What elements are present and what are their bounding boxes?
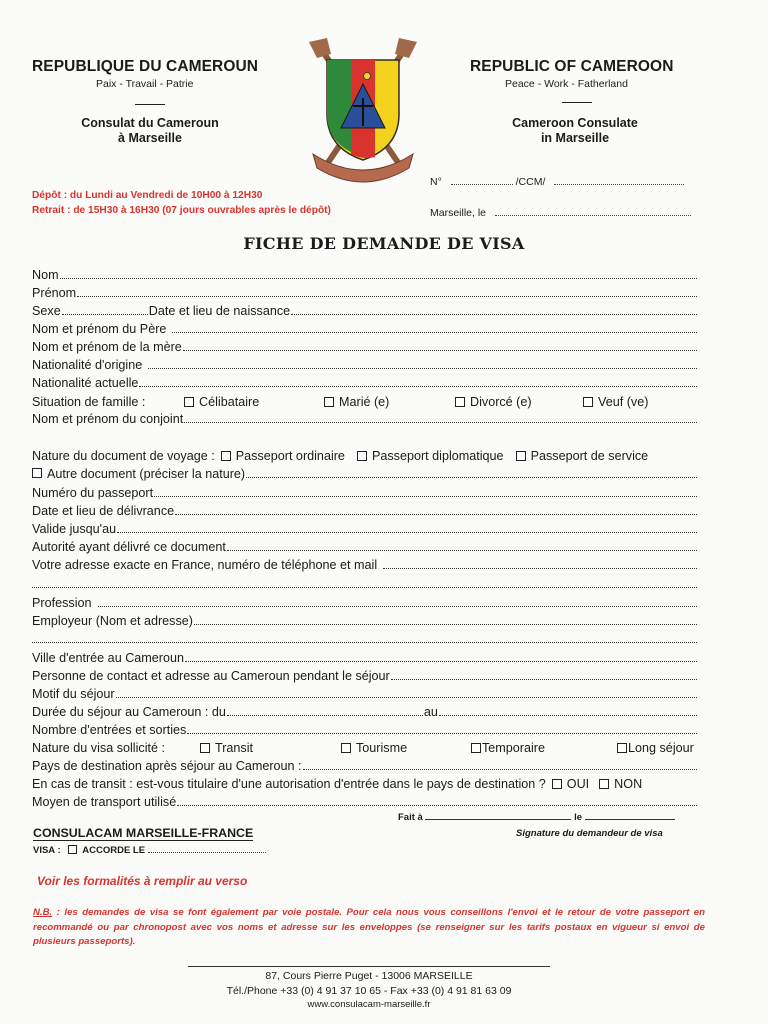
checkbox-icon[interactable] <box>357 451 367 461</box>
checkbox-tourisme[interactable] <box>341 741 471 755</box>
option-label: Passeport de service <box>530 449 649 463</box>
fill-line[interactable] <box>187 721 697 734</box>
country-name-en: REPUBLIC OF CAMEROON <box>470 58 674 75</box>
place-date[interactable] <box>430 205 691 219</box>
checkbox-veuf[interactable] <box>583 395 648 409</box>
field-label: Motif du séjour <box>32 687 115 701</box>
option-label: Temporaire <box>482 741 545 755</box>
option-label: Long séjour <box>628 741 694 755</box>
date-line[interactable] <box>585 810 675 820</box>
fill-line[interactable] <box>227 538 697 551</box>
field-address[interactable] <box>32 554 698 572</box>
field-other-document[interactable] <box>32 463 698 481</box>
fill-line[interactable] <box>184 410 697 423</box>
fill-line[interactable] <box>32 575 697 588</box>
motto-en: Peace - Work - Fatherland <box>505 78 628 90</box>
footer-website[interactable]: www.consulacam-marseille.fr <box>307 999 431 1010</box>
deposit-hours: Dépôt : du Lundi au Vendredi de 10H00 à 12H30 <box>32 190 263 201</box>
field-label: Numéro du passeport <box>32 486 154 500</box>
fill-line[interactable] <box>116 685 697 698</box>
field-nationality-origin[interactable] <box>32 354 698 372</box>
field-label: Nature du document de voyage : <box>32 449 215 463</box>
option-label: Passeport diplomatique <box>371 449 504 463</box>
fill-line[interactable] <box>60 266 697 279</box>
checkbox-transit[interactable] <box>200 741 341 755</box>
checkbox-yes[interactable] <box>552 777 589 791</box>
field-label: Autre document (préciser la nature) <box>47 467 246 481</box>
field-spouse[interactable] <box>32 408 698 426</box>
footer-divider <box>188 966 550 967</box>
nb-label: N.B. <box>33 907 53 918</box>
field-label: Moyen de transport utilisé <box>32 795 177 809</box>
checkbox-icon[interactable] <box>617 743 627 753</box>
option-label: Célibataire <box>199 395 260 409</box>
done-at-line[interactable] <box>425 810 571 820</box>
option-label: NON <box>614 777 643 791</box>
field-label: En cas de transit : est-vous titulaire d'une autorisation d'entrée dans le pays de destination ? <box>32 777 546 791</box>
checkbox-icon[interactable] <box>341 743 351 753</box>
field-label: Nom et prénom du conjoint <box>32 412 184 426</box>
field-label: Votre adresse exacte en France, numéro de téléphone et mail <box>32 558 378 572</box>
form-title: FICHE DE DEMANDE DE VISA <box>243 234 525 253</box>
field-label: Nationalité d'origine <box>32 358 143 372</box>
fill-line[interactable] <box>383 556 697 569</box>
field-passport-number[interactable] <box>32 482 698 500</box>
signature-caption: Signature du demandeur de visa <box>516 828 663 839</box>
field-family-status <box>32 391 698 409</box>
place-date-label: Marseille, le <box>430 207 487 219</box>
field-document-nature <box>32 445 698 463</box>
granted-date-line[interactable] <box>148 844 266 853</box>
field-authority[interactable] <box>32 536 698 554</box>
checkbox-no[interactable] <box>599 777 642 791</box>
on-label: le <box>574 812 583 823</box>
field-label: Nombre d'entrées et sorties <box>32 723 187 737</box>
checkbox-icon[interactable] <box>455 397 465 407</box>
field-label: Nom et prénom de la mère <box>32 340 182 354</box>
pickup-hours: Retrait : de 15H30 à 16H30 (07 jours ouvrables après le dépôt) <box>32 205 331 216</box>
checkbox-passport-ordinary[interactable] <box>221 449 345 463</box>
visa-granted <box>33 844 266 856</box>
checkbox-celibataire[interactable] <box>184 395 324 409</box>
field-entries[interactable] <box>32 719 698 737</box>
field-valid-until[interactable] <box>32 518 698 536</box>
country-name-fr: REPUBLIQUE DU CAMEROUN <box>32 58 259 75</box>
consulate-name-en-line1: Cameroon Consulate <box>512 116 638 130</box>
checkbox-passport-service[interactable] <box>516 449 649 463</box>
checkbox-icon[interactable] <box>516 451 526 461</box>
footer-phone: Tél./Phone +33 (0) 4 91 37 10 65 - Fax +33 (0) 4 91 81 63 09 <box>226 985 512 997</box>
fill-line-to[interactable] <box>439 703 697 716</box>
option-label: OUI <box>566 777 590 791</box>
field-father[interactable] <box>32 318 698 336</box>
option-label: Divorcé (e) <box>470 395 532 409</box>
field-employer-continued[interactable] <box>32 628 698 646</box>
field-duration[interactable] <box>32 701 698 719</box>
field-prenom[interactable] <box>32 282 698 300</box>
fill-line[interactable] <box>139 374 697 387</box>
field-visa-nature <box>32 737 698 755</box>
fill-line[interactable] <box>175 502 697 515</box>
field-label: au <box>423 705 438 719</box>
fill-line[interactable] <box>62 302 148 315</box>
fill-line[interactable] <box>32 630 697 643</box>
field-label: Nom et prénom du Père <box>32 322 167 336</box>
nb-note <box>33 906 705 950</box>
field-employer[interactable] <box>32 610 698 628</box>
fill-line[interactable] <box>391 667 697 680</box>
field-label: Personne de contact et adresse au Cameroun pendant le séjour <box>32 669 390 683</box>
option-label: Veuf (ve) <box>598 395 649 409</box>
office-heading: CONSULACAM MARSEILLE-FRANCE <box>33 826 254 840</box>
field-label: Durée du séjour au Cameroun : du <box>32 705 226 719</box>
option-label: Passeport ordinaire <box>235 449 345 463</box>
field-label: Valide jusqu'au <box>32 522 117 536</box>
fill-line[interactable] <box>172 320 697 333</box>
fill-line[interactable] <box>303 757 697 770</box>
checkbox-icon[interactable] <box>552 779 562 789</box>
field-label: Pays de destination après séjour au Cameroun : <box>32 759 302 773</box>
fill-line-from[interactable] <box>227 703 423 716</box>
done-at-label: Fait à <box>398 812 423 823</box>
checkbox-temporaire[interactable] <box>471 741 617 755</box>
fill-line[interactable] <box>183 338 697 351</box>
signature-place-date[interactable] <box>398 810 675 823</box>
field-entry-city[interactable] <box>32 647 698 665</box>
fill-line[interactable] <box>148 356 697 369</box>
field-label: Date et lieu de délivrance <box>32 504 175 518</box>
field-transport[interactable] <box>32 791 698 809</box>
reference-number-label: N° <box>430 176 442 188</box>
field-address-continued[interactable] <box>32 573 698 591</box>
header-divider-right <box>562 102 592 103</box>
option-label: Transit <box>215 741 254 755</box>
fill-line[interactable] <box>77 284 697 297</box>
checkbox-icon[interactable] <box>68 845 77 854</box>
field-label: Prénom <box>32 286 77 300</box>
field-destination[interactable] <box>32 755 698 773</box>
field-label: Nature du visa sollicité : <box>32 741 165 755</box>
consulate-name-fr-line1: Consulat du Cameroun <box>81 116 219 130</box>
field-label: Ville d'entrée au Cameroun <box>32 651 184 665</box>
consulate-name-fr-line2: à Marseille <box>118 131 182 145</box>
field-label: Nom <box>32 268 59 282</box>
field-label: Situation de famille : <box>32 395 146 409</box>
header-divider-left <box>135 104 165 105</box>
option-label: Marié (e) <box>339 395 390 409</box>
checkbox-icon[interactable] <box>200 743 210 753</box>
checkbox-icon[interactable] <box>583 397 593 407</box>
field-issue-date-place[interactable] <box>32 500 698 518</box>
field-nom[interactable] <box>32 264 698 282</box>
consulate-name-en-line2: in Marseille <box>540 131 610 145</box>
footer-address: 87, Cours Pierre Puget - 13006 MARSEILLE <box>265 970 473 982</box>
checkbox-marie[interactable] <box>324 395 455 409</box>
checkbox-icon[interactable] <box>324 397 334 407</box>
checkbox-passport-diplomatic[interactable] <box>357 449 504 463</box>
checkbox-icon[interactable] <box>32 468 42 478</box>
motto-fr: Paix - Travail - Patrie <box>96 78 194 90</box>
reference-number-blank[interactable] <box>451 174 513 185</box>
coat-of-arms-icon <box>305 36 421 184</box>
granted-label: ACCORDE LE <box>82 845 146 856</box>
field-sexe-birth[interactable] <box>32 300 698 318</box>
field-label: Autorité ayant délivré ce document <box>32 540 226 554</box>
checkbox-icon[interactable] <box>184 397 194 407</box>
reference-year-blank[interactable] <box>554 174 684 185</box>
checkbox-divorce[interactable] <box>455 395 583 409</box>
checkbox-long-sejour[interactable] <box>617 741 694 755</box>
field-label: Nationalité actuelle <box>32 376 139 390</box>
see-back-note: Voir les formalités à remplir au verso <box>37 874 248 888</box>
fill-line[interactable] <box>291 302 697 315</box>
checkbox-icon[interactable] <box>471 743 481 753</box>
checkbox-icon[interactable] <box>599 779 609 789</box>
reference-number-suffix: /CCM/ <box>515 176 546 188</box>
consulate-name-en <box>485 116 665 146</box>
fill-line[interactable] <box>154 484 697 497</box>
fill-line[interactable] <box>246 465 697 478</box>
field-label: Date et lieu de naissance <box>148 304 291 318</box>
field-label: Profession <box>32 596 92 610</box>
checkbox-icon[interactable] <box>221 451 231 461</box>
field-label: Employeur (Nom et adresse) <box>32 614 193 628</box>
reference-number[interactable] <box>430 174 684 188</box>
fill-line[interactable] <box>98 594 697 607</box>
field-nationality-current[interactable] <box>32 372 698 390</box>
field-mother[interactable] <box>32 336 698 354</box>
fill-line[interactable] <box>117 520 697 533</box>
field-contact[interactable] <box>32 665 698 683</box>
field-purpose[interactable] <box>32 683 698 701</box>
field-profession[interactable] <box>32 592 698 610</box>
fill-line[interactable] <box>185 649 697 662</box>
field-label: Sexe <box>32 304 61 318</box>
field-transit-authorization <box>32 773 698 791</box>
fill-line[interactable] <box>194 612 697 625</box>
fill-line[interactable] <box>177 793 697 806</box>
place-date-blank[interactable] <box>495 205 691 216</box>
consulate-name-fr <box>60 116 240 146</box>
nb-text: : les demandes de visa se font également par voie postale. Pour cela nous vous conseillons l'envoi et le retour de votre passeport en recommandé ou par chronopost avec vos noms et adresse sur les enveloppes (se renseigner sur les tarifs postaux en vigueur si envoi de plusieurs passeports). <box>33 907 705 947</box>
visa-label: VISA : <box>33 845 61 856</box>
option-label: Tourisme <box>356 741 408 755</box>
